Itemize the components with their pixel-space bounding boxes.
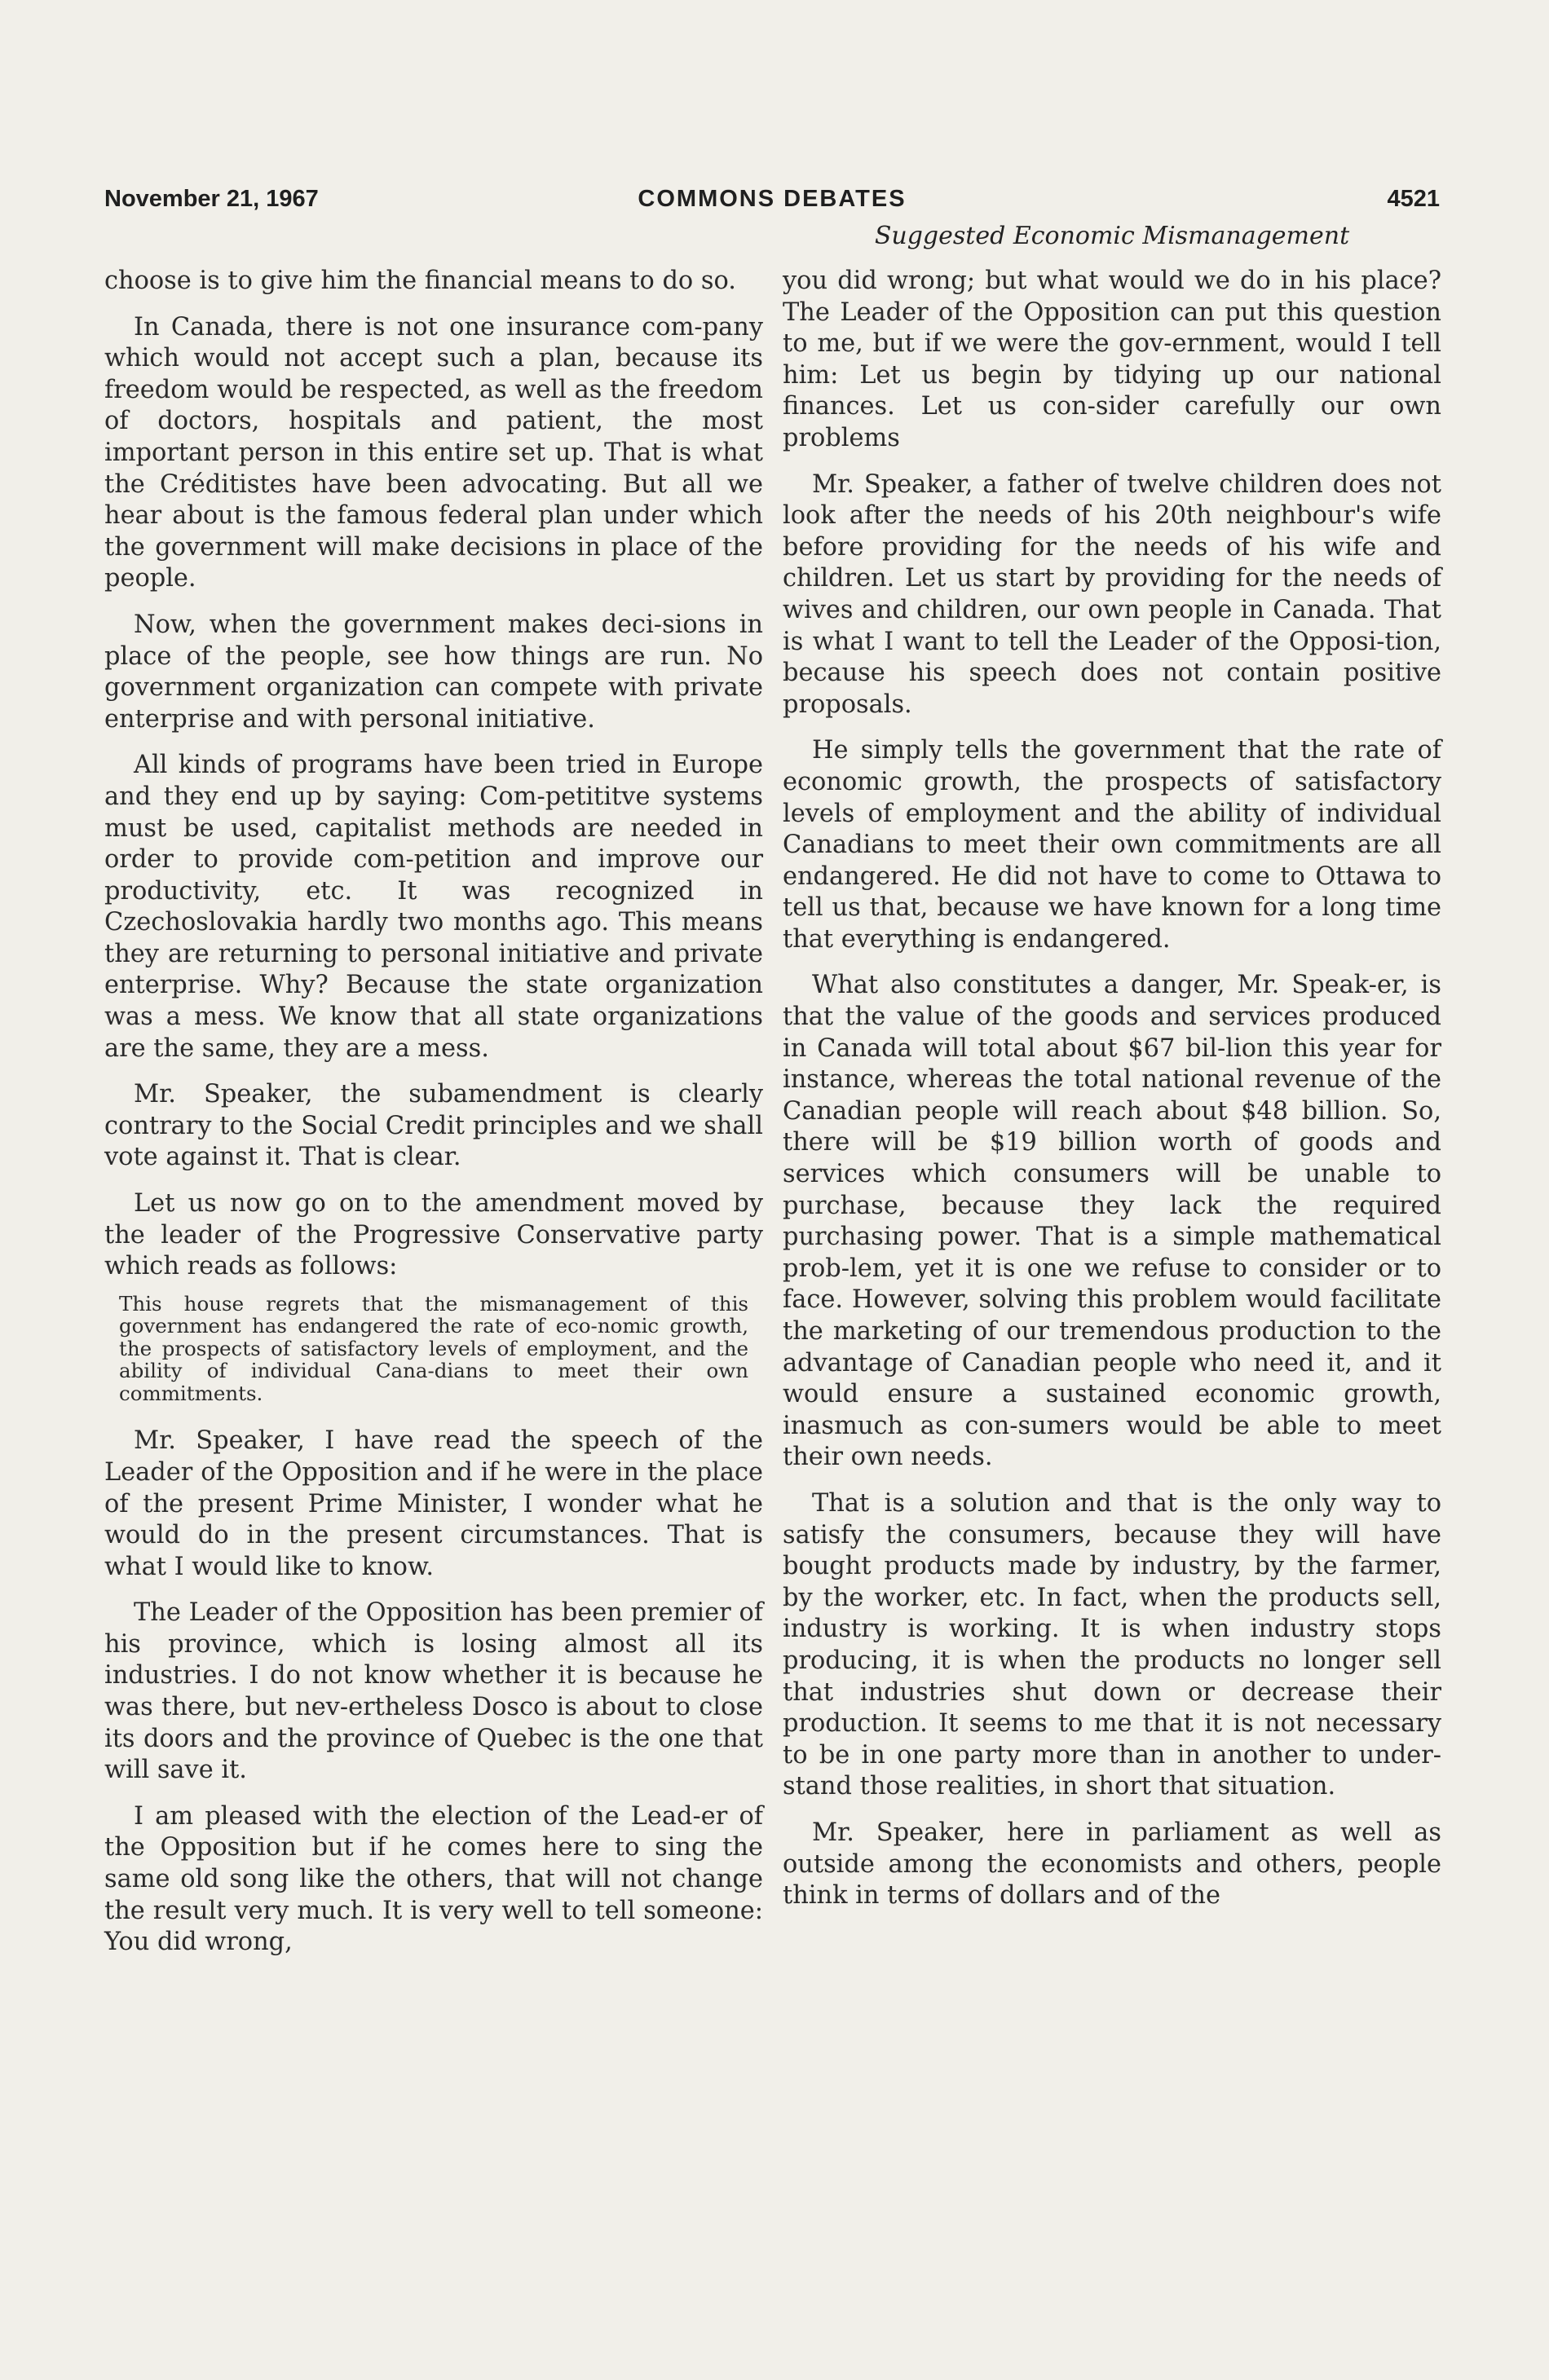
paragraph: What also constitutes a danger, Mr. Speak-er, is that the value of the goods and services produced in Canada will total about $67 bil-lion this year for instance, whereas the total national revenue of the Canadian people will reach about $48 billion. So, there will be $19 billion worth of goods and services which consumers will be unable to purchase, because they lack the required purchasing power. That is a simple mathematical prob-lem, yet it is one we refuse to consider or to face. However, solving this problem would facilitate the marketing of our tremendous production to the advantage of Canadian people who need it, and it would ensure a sustained economic growth, inasmuch as con-sumers would be able to meet their own needs. (783, 971, 1441, 1472)
paragraph: Mr. Speaker, the subamendment is clearly contrary to the Social Credit principles and we shall vote against it. That is clear. (104, 1080, 763, 1172)
right-column (783, 266, 1441, 1927)
page-header (104, 186, 1440, 222)
paragraph: Mr. Speaker, a father of twelve children does not look after the needs of his 20th neighbour's wife before providing for the needs of his wife and children. Let us start by providing for the needs of wives and children, our own people in Canada. That is what I want to tell the Leader of the Opposi-tion, because his speech does not contain positive proposals. (783, 469, 1441, 719)
paragraph: He simply tells the government that the rate of economic growth, the prospects of satisfactory levels of employment and the ability of individual Canadians to meet their own commitments are all endangered. He did not have to come to Ottawa to tell us that, because we have known for a long time that everything is endangered. (783, 736, 1441, 954)
paragraph: In Canada, there is not one insurance com-pany which would not accept such a plan, because its freedom would be respected, as well as the freedom of doctors, hospitals and patient, the most important person in this entire set up. That is what the Créditistes have been advocating. But all we hear about is the famous federal plan under which the government will make decisions in place of the people. (104, 312, 763, 593)
quote-text: This house regrets that the mismanagement of this government has endangered the rate of eco-nomic growth, the prospects of satisfactory levels of employment, and the ability of individual Cana-dians to meet their own commitments. (119, 1291, 748, 1405)
paragraph: Now, when the government makes deci-sions in place of the people, see how things are run. No government organization can compete with private enterprise and with personal initiative. (104, 610, 763, 734)
section-subheading: Suggested Economic Mismanagement (874, 222, 1350, 250)
paragraph: Let us now go on to the amendment moved by the leader of the Progressive Conservative party which reads as follows: (104, 1189, 763, 1281)
header-title: COMMONS DEBATES (638, 186, 907, 212)
left-column (104, 266, 763, 1973)
paragraph: All kinds of programs have been tried in Europe and they end up by saying: Com-petititve systems must be used, capitalist methods are needed in order to provide com-petition and improve our productivity, etc. It was recognized in Czechoslovakia hardly two months ago. This means they are returning to personal initiative and private enterprise. Why? Because the state organization was a mess. We know that all state organizations are the same, they are a mess. (104, 751, 763, 1063)
paragraph: you did wrong; but what would we do in his place? The Leader of the Opposition can put this question to me, but if we were the gov-ernment, would I tell him: Let us begin by tidying up our national finances. Let us con-sider carefully our own problems (783, 267, 1441, 452)
header-date: November 21, 1967 (104, 186, 319, 212)
paragraph: The Leader of the Opposition has been premier of his province, which is losing almost all its industries. I do not know whether it is because he was there, but nev-ertheless Dosco is about to close its doors and the province of Quebec is the one that will save it. (104, 1598, 763, 1785)
paragraph: choose is to give him the financial means to do so. (104, 267, 736, 295)
amendment-quote (104, 1293, 763, 1405)
page-number: 4521 (1387, 186, 1440, 212)
paragraph: Mr. Speaker, here in parliament as well as outside among the economists and others, people think in terms of dollars and of the (783, 1818, 1441, 1911)
paragraph: That is a solution and that is the only way to satisfy the consumers, because they will have bought products made by industry, by the farmer, by the worker, etc. In fact, when the products sell, industry is working. It is when industry stops producing, it is when the products no longer sell that industries shut down or decrease their production. It seems to me that it is not necessary to be in one party more than in another to under-stand those realities, in short that situation. (783, 1488, 1441, 1801)
paragraph: I am pleased with the election of the Lead-er of the Opposition but if he comes here to sing the same old song like the others, that will not change the result very much. It is very well to tell someone: You did wrong, (104, 1801, 763, 1957)
paragraph: Mr. Speaker, I have read the speech of the Leader of the Opposition and if he were in the place of the present Prime Minister, I wonder what he would do in the present circumstances. That is what I would like to know. (104, 1426, 763, 1581)
